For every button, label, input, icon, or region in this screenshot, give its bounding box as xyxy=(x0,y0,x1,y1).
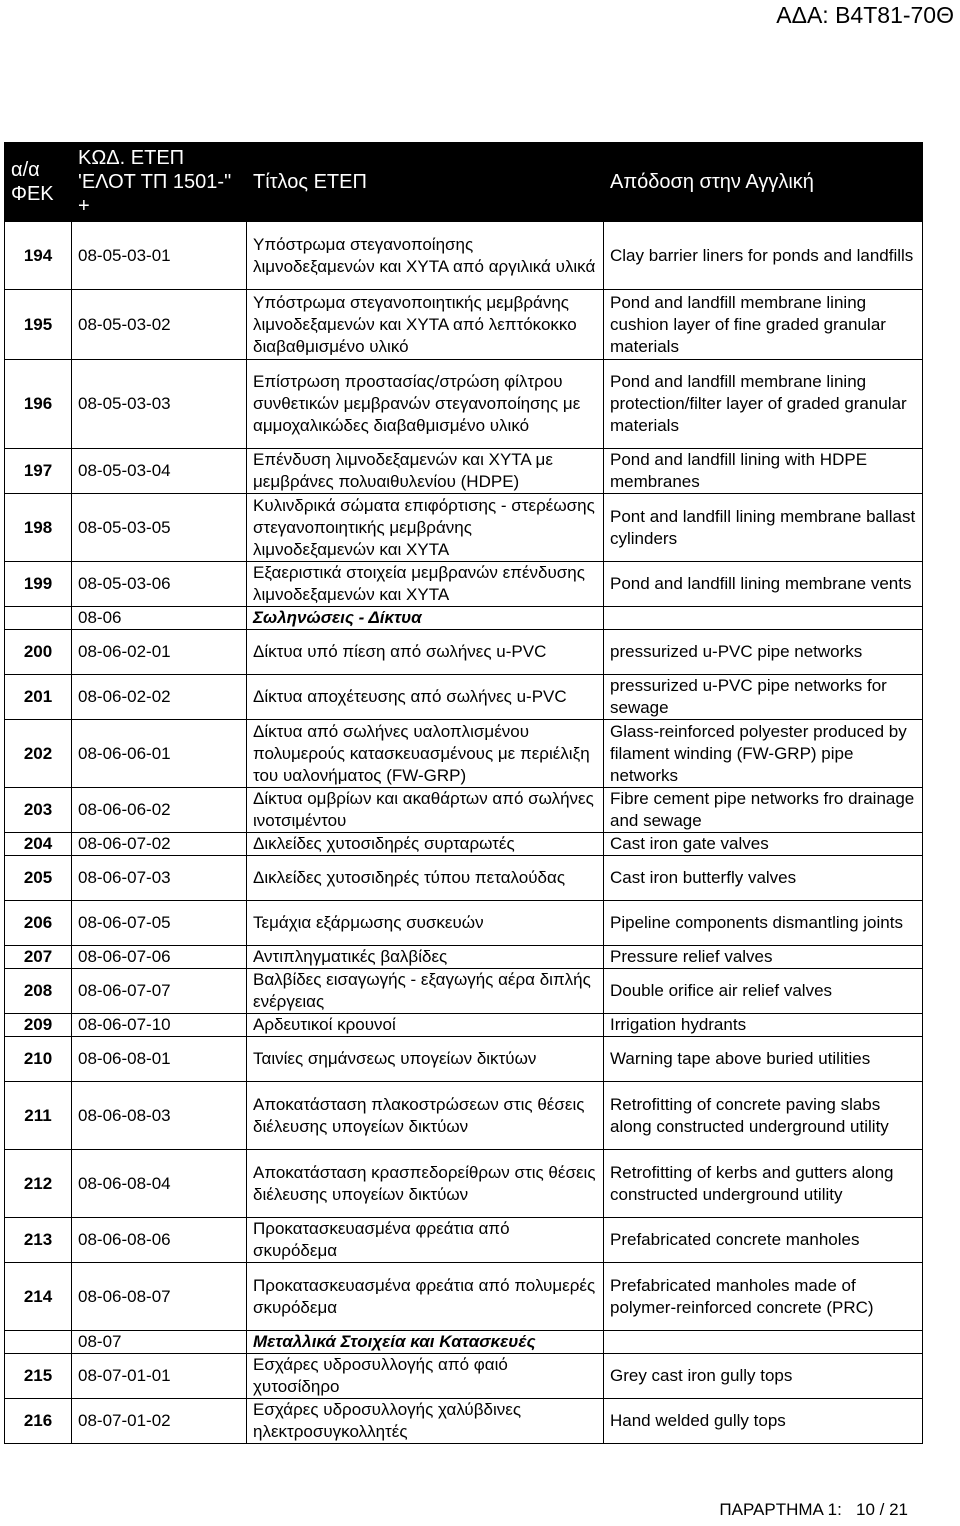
row-number: 213 xyxy=(5,1218,72,1263)
row-title: Τεμάχια εξάρμωσης συσκευών xyxy=(247,901,604,946)
row-title: Ταινίες σημάνσεως υπογείων δικτύων xyxy=(247,1037,604,1082)
table-row xyxy=(5,1399,923,1444)
etep-table xyxy=(4,142,923,1444)
table-row xyxy=(5,1037,923,1082)
row-title: Βαλβίδες εισαγωγής - εξαγωγής αέρα διπλής ενέργειας xyxy=(247,969,604,1014)
table-row xyxy=(5,675,923,720)
row-number: 199 xyxy=(5,562,72,607)
section-row xyxy=(5,607,923,630)
header-num: α/α ΦΕΚ xyxy=(5,143,72,222)
row-code: 08-07-01-02 xyxy=(72,1399,247,1444)
row-number: 212 xyxy=(5,1150,72,1218)
row-title: Δίκτυα από σωλήνες υαλοπλισμένου πολυμερούς κατασκευασμένους με περιέλιξη του υαλονήματος (FW-GRP) xyxy=(247,720,604,788)
row-title: Υπόστρωμα στεγανοποιητικής μεμβράνης λιμνοδεξαμενών και ΧΥΤΑ από λεπτόκοκκο διαβαθμισμένο υλικό xyxy=(247,290,604,360)
row-code: 08-06-07-07 xyxy=(72,969,247,1014)
row-title: Εσχάρες υδροσυλλογής από φαιό χυτοσίδηρο xyxy=(247,1354,604,1399)
footer-label: ΠΑΡΑΡΤΗΜΑ 1: xyxy=(719,1500,842,1519)
row-number: 205 xyxy=(5,856,72,901)
row-english: Glass-reinforced polyester produced by filament winding (FW-GRP) pipe networks xyxy=(604,720,923,788)
row-number: 204 xyxy=(5,833,72,856)
row-code: 08-06-02-02 xyxy=(72,675,247,720)
row-title: Κυλινδρικά σώματα επιφόρτισης - στερέωσης στεγανοποιητικής μεμβράνης λιμνοδεξαμενών και ΧΥΤΑ xyxy=(247,494,604,562)
table-row xyxy=(5,856,923,901)
row-number: 210 xyxy=(5,1037,72,1082)
section-english-empty xyxy=(604,607,923,630)
table-row xyxy=(5,1218,923,1263)
row-title: Αποκατάσταση κρασπεδορείθρων στις θέσεις διέλευσης υπογείων δικτύων xyxy=(247,1150,604,1218)
section-row xyxy=(5,1331,923,1354)
row-english: Grey cast iron gully tops xyxy=(604,1354,923,1399)
row-number: 195 xyxy=(5,290,72,360)
row-number: 194 xyxy=(5,222,72,290)
row-number: 206 xyxy=(5,901,72,946)
row-code: 08-06-07-02 xyxy=(72,833,247,856)
row-english: Pond and landfill membrane lining cushion layer of fine graded granular materials xyxy=(604,290,923,360)
row-code: 08-06-08-01 xyxy=(72,1037,247,1082)
row-english: Irrigation hydrants xyxy=(604,1014,923,1037)
table-body xyxy=(5,222,923,1444)
row-english: Double orifice air relief valves xyxy=(604,969,923,1014)
row-code: 08-06-06-01 xyxy=(72,720,247,788)
header-code: ΚΩΔ. ΕΤΕΠ 'ΕΛΟΤ ΤΠ 1501-" + xyxy=(72,143,247,222)
table-row xyxy=(5,833,923,856)
row-english: pressurized u-PVC pipe networks xyxy=(604,630,923,675)
row-code: 08-06-07-03 xyxy=(72,856,247,901)
section-code: 08-06 xyxy=(72,607,247,630)
section-title: Μεταλλικά Στοιχεία και Κατασκευές xyxy=(247,1331,604,1354)
row-code: 08-06-07-06 xyxy=(72,946,247,969)
row-english: Pond and landfill lining membrane vents xyxy=(604,562,923,607)
row-title: Αρδευτικοί κρουνοί xyxy=(247,1014,604,1037)
table-row xyxy=(5,946,923,969)
row-english: Prefabricated manholes made of polymer-reinforced concrete (PRC) xyxy=(604,1263,923,1331)
row-code: 08-07-01-01 xyxy=(72,1354,247,1399)
row-number: 207 xyxy=(5,946,72,969)
row-english: Pond and landfill membrane lining protection/filter layer of graded granular materials xyxy=(604,360,923,449)
row-title: Προκατασκευασμένα φρεάτια από σκυρόδεμα xyxy=(247,1218,604,1263)
table-row xyxy=(5,1082,923,1150)
row-english: Pressure relief valves xyxy=(604,946,923,969)
row-english: Retrofitting of kerbs and gutters along constructed underground utility xyxy=(604,1150,923,1218)
row-number: 214 xyxy=(5,1263,72,1331)
row-number: 209 xyxy=(5,1014,72,1037)
page-footer xyxy=(719,1500,908,1520)
row-title: Δίκτυα αποχέτευσης από σωλήνες u-PVC xyxy=(247,675,604,720)
row-english: Pond and landfill lining with HDPE membranes xyxy=(604,449,923,494)
row-code: 08-06-08-04 xyxy=(72,1150,247,1218)
table-header-row xyxy=(5,143,923,222)
row-english: Pipeline components dismantling joints xyxy=(604,901,923,946)
row-title: Υπόστρωμα στεγανοποίησης λιμνοδεξαμενών και ΧΥΤΑ από αργιλικά υλικά xyxy=(247,222,604,290)
row-title: Δίκτυα υπό πίεση από σωλήνες u-PVC xyxy=(247,630,604,675)
row-english: Retrofitting of concrete paving slabs along constructed underground utility xyxy=(604,1082,923,1150)
row-title: Εσχάρες υδροσυλλογής χαλύβδινες ηλεκτροσυγκολλητές xyxy=(247,1399,604,1444)
row-number: 203 xyxy=(5,788,72,833)
footer-page: 10 / 21 xyxy=(856,1500,908,1519)
table-row xyxy=(5,1354,923,1399)
section-title: Σωληνώσεις - Δίκτυα xyxy=(247,607,604,630)
row-english: Cast iron gate valves xyxy=(604,833,923,856)
row-code: 08-05-03-02 xyxy=(72,290,247,360)
table-row xyxy=(5,1014,923,1037)
row-title: Αντιπληγματικές βαλβίδες xyxy=(247,946,604,969)
table-row xyxy=(5,1150,923,1218)
section-code: 08-07 xyxy=(72,1331,247,1354)
row-code: 08-05-03-03 xyxy=(72,360,247,449)
table-row xyxy=(5,720,923,788)
table-row xyxy=(5,630,923,675)
row-number: 202 xyxy=(5,720,72,788)
header-english: Απόδοση στην Αγγλική xyxy=(604,143,923,222)
header-title: Τίτλος ΕΤΕΠ xyxy=(247,143,604,222)
row-code: 08-06-07-05 xyxy=(72,901,247,946)
row-english: Hand welded gully tops xyxy=(604,1399,923,1444)
table-row xyxy=(5,449,923,494)
row-code: 08-06-08-07 xyxy=(72,1263,247,1331)
row-title: Προκατασκευασμένα φρεάτια από πολυμερές σκυρόδεμα xyxy=(247,1263,604,1331)
table-row xyxy=(5,1263,923,1331)
section-spacer xyxy=(5,607,72,630)
row-number: 196 xyxy=(5,360,72,449)
table-row xyxy=(5,494,923,562)
table-row xyxy=(5,562,923,607)
row-english: Clay barrier liners for ponds and landfills xyxy=(604,222,923,290)
table-row xyxy=(5,290,923,360)
table-row xyxy=(5,788,923,833)
table-row xyxy=(5,969,923,1014)
table-row xyxy=(5,222,923,290)
row-number: 198 xyxy=(5,494,72,562)
row-title: Δικλείδες χυτοσιδηρές τύπου πεταλούδας xyxy=(247,856,604,901)
row-english: Prefabricated concrete manholes xyxy=(604,1218,923,1263)
row-number: 208 xyxy=(5,969,72,1014)
row-number: 216 xyxy=(5,1399,72,1444)
row-code: 08-06-08-06 xyxy=(72,1218,247,1263)
row-english: Cast iron butterfly valves xyxy=(604,856,923,901)
row-title: Επένδυση λιμνοδεξαμενών και ΧΥΤΑ με μεμβράνες πολυαιθυλενίου (HDPE) xyxy=(247,449,604,494)
ada-code: ΑΔΑ: Β4Τ81-70Θ xyxy=(776,2,954,28)
table-row xyxy=(5,360,923,449)
row-code: 08-05-03-05 xyxy=(72,494,247,562)
section-spacer xyxy=(5,1331,72,1354)
row-english: Fibre cement pipe networks fro drainage and sewage xyxy=(604,788,923,833)
row-english: Pont and landfill lining membrane ballast cylinders xyxy=(604,494,923,562)
row-english: Warning tape above buried utilities xyxy=(604,1037,923,1082)
row-code: 08-06-07-10 xyxy=(72,1014,247,1037)
row-title: Εξαεριστικά στοιχεία μεμβρανών επένδυσης λιμνοδεξαμενών και ΧΥΤΑ xyxy=(247,562,604,607)
row-title: Δίκτυα ομβρίων και ακαθάρτων από σωλήνες ινοτσιμέντου xyxy=(247,788,604,833)
row-title: Επίστρωση προστασίας/στρώση φίλτρου συνθετικών μεμβρανών στεγανοποίησης με αμμοχαλικώδες διαβαθμισμένο υλικό xyxy=(247,360,604,449)
row-code: 08-06-08-03 xyxy=(72,1082,247,1150)
table-row xyxy=(5,901,923,946)
row-number: 215 xyxy=(5,1354,72,1399)
row-code: 08-05-03-01 xyxy=(72,222,247,290)
row-english: pressurized u-PVC pipe networks for sewage xyxy=(604,675,923,720)
section-english-empty xyxy=(604,1331,923,1354)
row-number: 200 xyxy=(5,630,72,675)
row-code: 08-06-06-02 xyxy=(72,788,247,833)
row-number: 211 xyxy=(5,1082,72,1150)
row-code: 08-05-03-06 xyxy=(72,562,247,607)
row-code: 08-06-02-01 xyxy=(72,630,247,675)
row-number: 197 xyxy=(5,449,72,494)
row-title: Αποκατάσταση πλακοστρώσεων στις θέσεις διέλευσης υπογείων δικτύων xyxy=(247,1082,604,1150)
row-code: 08-05-03-04 xyxy=(72,449,247,494)
row-number: 201 xyxy=(5,675,72,720)
row-title: Δικλείδες χυτοσιδηρές συρταρωτές xyxy=(247,833,604,856)
